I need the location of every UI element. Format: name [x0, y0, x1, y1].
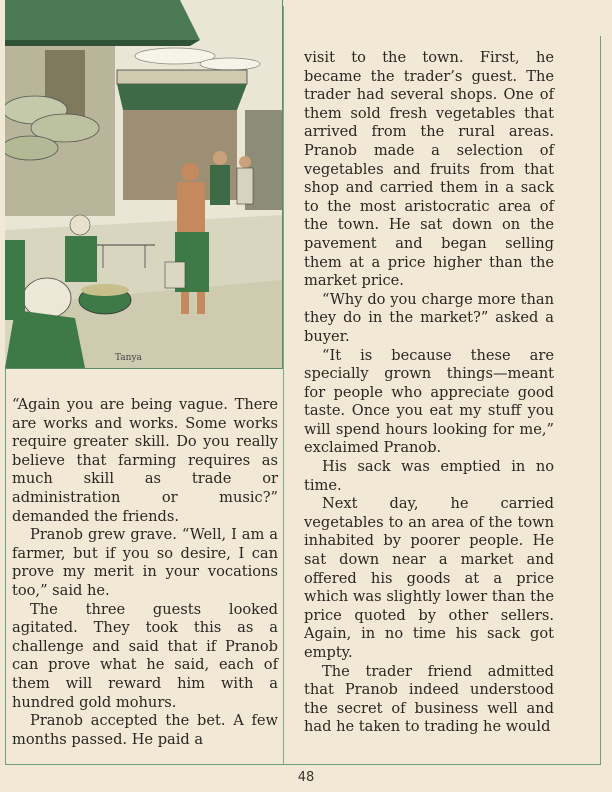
paragraph: Next day, he carried vegetables to an area of the town inhabited by poorer people. He sat down near a market and offered his goods at a price which was slightly lower than the price quoted by other sellers. Again, in no time his sack got empty. — [304, 495, 554, 661]
illustration-drawing — [5, 0, 282, 368]
right-text-column — [304, 49, 554, 737]
paragraph: The trader friend admitted that Pranob indeed understood the secret of business well and had he taken to trading he would — [304, 662, 554, 736]
frame-bottom-rule — [5, 764, 601, 765]
paragraph: “It is because these are specially grown things—meant for people who appreciate good taste. Once you eat my stuff you will spend hours looking for me,” exclaimed Pranob. — [304, 346, 554, 457]
illustrator-signature: Tanya — [115, 353, 142, 363]
paragraph: “Again you are being vague. There are works and works. Some works require greater skill. Do you really believe that farming requires as much skill as trade or administration or music?” demanded the friends. — [12, 396, 278, 525]
paragraph: visit to the town. First, he became the trader’s guest. The trader had several shops. One of them sold fresh vegetables that arrived from the rural areas. Pranob made a selection of vegetables and fruits from that shop and carried them in a sack to the most aristocratic area of the town. He sat down on the pavement and began selling them at a price higher than the market price. — [304, 49, 554, 290]
left-text-column — [12, 396, 278, 749]
paragraph: “Why do you charge more than they do in the market?” asked a buyer. — [304, 290, 554, 345]
market-scene-illustration — [5, 0, 283, 369]
paragraph: The three guests looked agitated. They took this as a challenge and said that if Pranob can prove what he said, each of them will reward him with a hundred gold mohurs. — [12, 600, 278, 711]
page-number: 48 — [297, 770, 315, 785]
paragraph: His sack was emptied in no time. — [304, 458, 554, 494]
frame-right-rule — [600, 36, 601, 764]
column-divider — [283, 6, 284, 764]
paragraph: Pranob grew grave. “Well, I am a farmer, but if you so desire, I can prove my merit in your vocations too,” said he. — [12, 526, 278, 599]
paragraph: Pranob accepted the bet. A few months passed. He paid a — [12, 712, 278, 748]
